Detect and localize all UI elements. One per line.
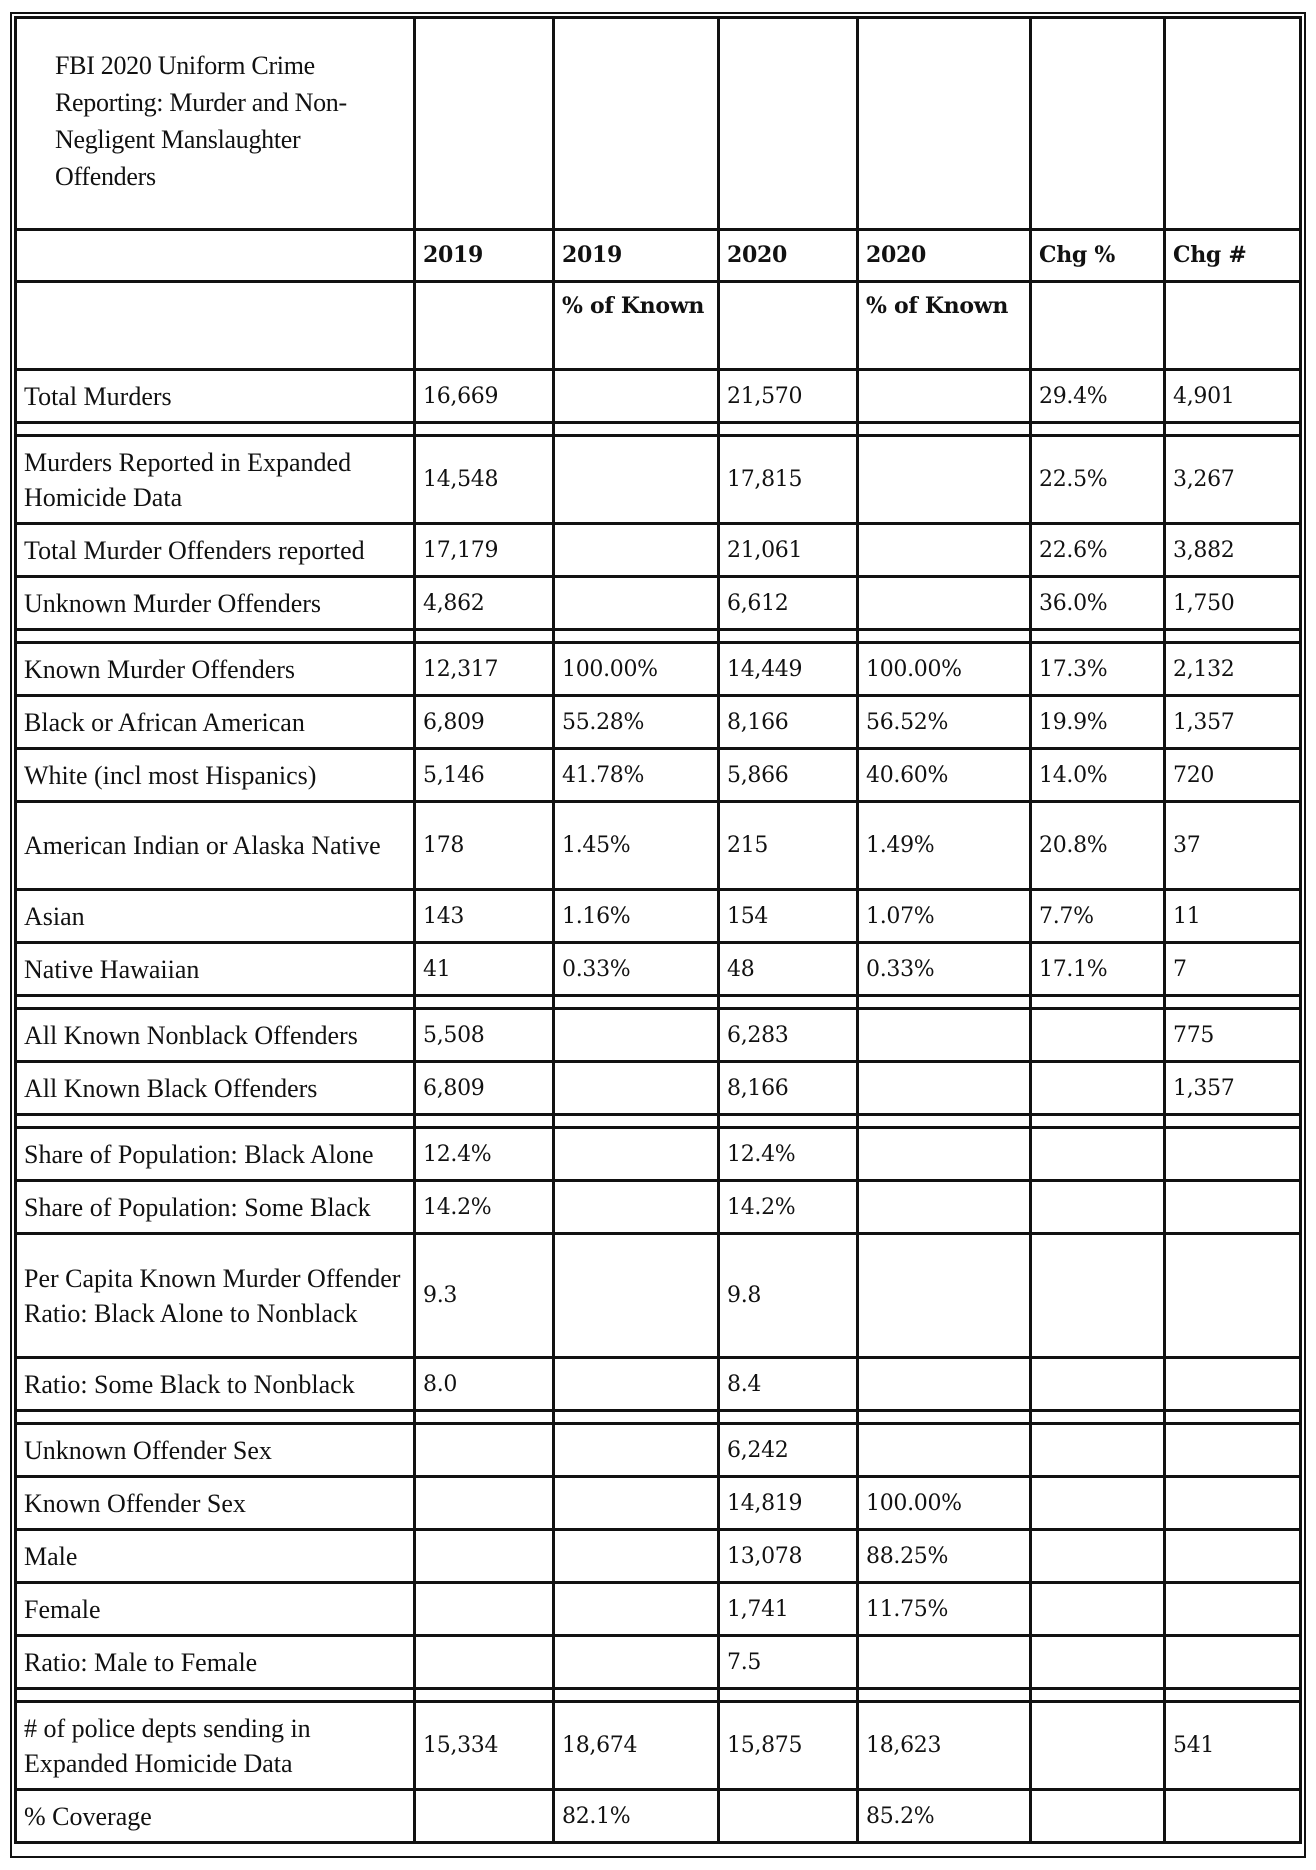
title-row (14, 16, 1302, 231)
title-spacer-cell (1032, 16, 1166, 231)
data-cell: 3,267 (1166, 437, 1302, 525)
data-cell (416, 1531, 555, 1584)
data-cell: 11.75% (859, 1584, 1032, 1637)
data-cell: 100.00% (859, 644, 1032, 697)
data-cell (555, 578, 720, 631)
data-cell (859, 1637, 1032, 1690)
data-cell: 17.3% (1032, 644, 1166, 697)
data-cell (1166, 1182, 1302, 1235)
data-cell (859, 1235, 1032, 1359)
data-cell: 88.25% (859, 1531, 1032, 1584)
divider-cell (555, 1412, 720, 1425)
data-cell: 1.07% (859, 891, 1032, 944)
table-row (14, 803, 1302, 891)
divider-cell (555, 1116, 720, 1129)
section-divider (14, 1116, 1302, 1129)
divider-cell (1166, 1690, 1302, 1703)
data-cell: 2,132 (1166, 644, 1302, 697)
data-cell (555, 1637, 720, 1690)
table-row (14, 891, 1302, 944)
data-cell: 5,508 (416, 1010, 555, 1063)
divider-cell (720, 1116, 859, 1129)
data-cell (555, 437, 720, 525)
divider-cell (1166, 1116, 1302, 1129)
row-label: Unknown Offender Sex (14, 1425, 416, 1478)
data-cell (1032, 1637, 1166, 1690)
data-cell: 8,166 (720, 1063, 859, 1116)
data-cell: 6,242 (720, 1425, 859, 1478)
header-cell: Chg # (1166, 231, 1302, 283)
section-divider (14, 424, 1302, 437)
data-cell: 1,357 (1166, 1063, 1302, 1116)
data-cell (859, 437, 1032, 525)
data-cell: 6,809 (416, 1063, 555, 1116)
data-cell: 13,078 (720, 1531, 859, 1584)
data-cell: 6,283 (720, 1010, 859, 1063)
table-row (14, 1129, 1302, 1182)
data-cell (555, 1478, 720, 1531)
data-cell: 48 (720, 944, 859, 997)
data-cell: 41 (416, 944, 555, 997)
data-cell: 9.3 (416, 1235, 555, 1359)
data-cell: 9.8 (720, 1235, 859, 1359)
data-cell: 17,179 (416, 525, 555, 578)
row-label: All Known Black Offenders (14, 1063, 416, 1116)
data-cell: 0.33% (859, 944, 1032, 997)
data-cell: 14.0% (1032, 750, 1166, 803)
header-row (14, 231, 1302, 283)
header-cell: 2020 (859, 231, 1032, 283)
divider-cell (416, 1690, 555, 1703)
section-divider (14, 997, 1302, 1010)
data-cell (416, 1425, 555, 1478)
row-label: Share of Population: Some Black (14, 1182, 416, 1235)
data-cell: 154 (720, 891, 859, 944)
data-cell (555, 1425, 720, 1478)
divider-cell (720, 1690, 859, 1703)
table-row (14, 1063, 1302, 1116)
data-cell: 20.8% (1032, 803, 1166, 891)
data-cell (1032, 1182, 1166, 1235)
table-row (14, 1235, 1302, 1359)
section-divider (14, 1412, 1302, 1425)
data-cell (1032, 1478, 1166, 1531)
divider-cell (859, 1116, 1032, 1129)
subheader-row (14, 283, 1302, 371)
data-cell: 215 (720, 803, 859, 891)
table-row (14, 1531, 1302, 1584)
subheader-cell (1166, 283, 1302, 371)
divider-cell (14, 424, 416, 437)
data-cell: 8,166 (720, 697, 859, 750)
divider-cell (555, 631, 720, 644)
row-label: Per Capita Known Murder Offender Ratio: Black Alone to Nonblack (14, 1235, 416, 1359)
data-cell: 1,750 (1166, 578, 1302, 631)
table-row (14, 525, 1302, 578)
data-cell: 541 (1166, 1703, 1302, 1791)
divider-cell (859, 424, 1032, 437)
table-row (14, 944, 1302, 997)
row-label: White (incl most Hispanics) (14, 750, 416, 803)
divider-cell (859, 1690, 1032, 1703)
divider-cell (14, 997, 416, 1010)
table-row (14, 1637, 1302, 1690)
data-cell: 15,334 (416, 1703, 555, 1791)
subheader-cell (1032, 283, 1166, 371)
header-cell (14, 231, 416, 283)
data-cell (1032, 1703, 1166, 1791)
data-cell (555, 1129, 720, 1182)
data-cell (859, 371, 1032, 424)
data-cell (1166, 1478, 1302, 1531)
divider-cell (14, 1690, 416, 1703)
data-cell: 8.0 (416, 1359, 555, 1412)
data-cell: 29.4% (1032, 371, 1166, 424)
data-cell: 1,741 (720, 1584, 859, 1637)
divider-cell (416, 424, 555, 437)
header-cell: 2019 (555, 231, 720, 283)
divider-cell (1032, 1116, 1166, 1129)
data-cell (1032, 1129, 1166, 1182)
row-label: Ratio: Male to Female (14, 1637, 416, 1690)
row-label: # of police depts sending in Expanded Homicide Data (14, 1703, 416, 1791)
table-row (14, 697, 1302, 750)
data-cell (555, 1063, 720, 1116)
divider-cell (859, 997, 1032, 1010)
subheader-cell: % of Known (555, 283, 720, 371)
data-cell: 41.78% (555, 750, 720, 803)
divider-cell (720, 424, 859, 437)
table-frame (10, 12, 1306, 1858)
divider-cell (1032, 1690, 1166, 1703)
data-cell (859, 1129, 1032, 1182)
data-cell: 720 (1166, 750, 1302, 803)
data-cell: 6,612 (720, 578, 859, 631)
data-cell: 17.1% (1032, 944, 1166, 997)
title-spacer-cell (720, 16, 859, 231)
data-cell (859, 1063, 1032, 1116)
divider-cell (1166, 631, 1302, 644)
table-title: FBI 2020 Uniform Crime Reporting: Murder and Non-Negligent Manslaughter Offenders (14, 16, 416, 231)
data-cell (720, 1791, 859, 1844)
divider-cell (859, 631, 1032, 644)
data-cell: 4,901 (1166, 371, 1302, 424)
data-cell: 21,570 (720, 371, 859, 424)
data-cell: 775 (1166, 1010, 1302, 1063)
table-row (14, 1425, 1302, 1478)
table-row (14, 371, 1302, 424)
data-cell: 21,061 (720, 525, 859, 578)
data-cell (859, 1425, 1032, 1478)
data-cell: 17,815 (720, 437, 859, 525)
data-cell: 14.2% (416, 1182, 555, 1235)
data-cell: 1.45% (555, 803, 720, 891)
data-cell (555, 1182, 720, 1235)
data-cell: 11 (1166, 891, 1302, 944)
data-cell: 15,875 (720, 1703, 859, 1791)
divider-cell (14, 631, 416, 644)
divider-cell (1032, 631, 1166, 644)
row-label: Ratio: Some Black to Nonblack (14, 1359, 416, 1412)
data-cell (1166, 1584, 1302, 1637)
row-label: Asian (14, 891, 416, 944)
title-spacer-cell (859, 16, 1032, 231)
data-cell (555, 1235, 720, 1359)
data-cell: 16,669 (416, 371, 555, 424)
table-row (14, 644, 1302, 697)
divider-cell (14, 1116, 416, 1129)
data-cell: 100.00% (555, 644, 720, 697)
row-label: Share of Population: Black Alone (14, 1129, 416, 1182)
table-row (14, 1791, 1302, 1844)
divider-cell (416, 997, 555, 1010)
data-cell (416, 1791, 555, 1844)
divider-cell (14, 1412, 416, 1425)
data-cell (416, 1584, 555, 1637)
table-row (14, 1478, 1302, 1531)
data-cell: 55.28% (555, 697, 720, 750)
table-row (14, 437, 1302, 525)
header-cell: 2020 (720, 231, 859, 283)
title-spacer-cell (555, 16, 720, 231)
divider-cell (720, 1412, 859, 1425)
data-cell: 1.16% (555, 891, 720, 944)
row-label: Female (14, 1584, 416, 1637)
data-cell: 19.9% (1032, 697, 1166, 750)
divider-cell (1032, 997, 1166, 1010)
table-row (14, 1182, 1302, 1235)
data-cell (859, 578, 1032, 631)
header-cell: Chg % (1032, 231, 1166, 283)
data-cell (1032, 1425, 1166, 1478)
row-label: Known Murder Offenders (14, 644, 416, 697)
row-label: Male (14, 1531, 416, 1584)
data-cell (1032, 1584, 1166, 1637)
data-cell (1166, 1531, 1302, 1584)
data-cell: 7.5 (720, 1637, 859, 1690)
divider-cell (416, 1116, 555, 1129)
data-cell: 14.2% (720, 1182, 859, 1235)
data-cell (859, 1359, 1032, 1412)
row-label: Unknown Murder Offenders (14, 578, 416, 631)
data-cell: 36.0% (1032, 578, 1166, 631)
divider-cell (1166, 997, 1302, 1010)
data-cell: 14,548 (416, 437, 555, 525)
row-label: % Coverage (14, 1791, 416, 1844)
data-cell: 37 (1166, 803, 1302, 891)
divider-cell (555, 1690, 720, 1703)
table-row (14, 750, 1302, 803)
data-cell: 3,882 (1166, 525, 1302, 578)
data-cell (859, 1182, 1032, 1235)
header-cell: 2019 (416, 231, 555, 283)
row-label: Black or African American (14, 697, 416, 750)
divider-cell (720, 631, 859, 644)
divider-cell (1032, 424, 1166, 437)
data-cell: 7 (1166, 944, 1302, 997)
data-cell (555, 525, 720, 578)
divider-cell (416, 631, 555, 644)
divider-cell (1166, 424, 1302, 437)
row-label: Murders Reported in Expanded Homicide Data (14, 437, 416, 525)
data-cell (1032, 1010, 1166, 1063)
data-cell: 8.4 (720, 1359, 859, 1412)
row-label: Total Murders (14, 371, 416, 424)
data-cell (1032, 1235, 1166, 1359)
data-cell (1166, 1235, 1302, 1359)
data-cell (1166, 1791, 1302, 1844)
subheader-cell: % of Known (859, 283, 1032, 371)
table-row (14, 1584, 1302, 1637)
row-label: All Known Nonblack Offenders (14, 1010, 416, 1063)
crime-data-table (14, 16, 1302, 1844)
row-label: Known Offender Sex (14, 1478, 416, 1531)
title-spacer-cell (416, 16, 555, 231)
row-label: Native Hawaiian (14, 944, 416, 997)
data-cell (416, 1478, 555, 1531)
data-cell (1166, 1129, 1302, 1182)
data-cell (555, 1584, 720, 1637)
divider-cell (555, 997, 720, 1010)
data-cell: 18,623 (859, 1703, 1032, 1791)
data-cell: 82.1% (555, 1791, 720, 1844)
data-cell (416, 1637, 555, 1690)
data-cell: 5,146 (416, 750, 555, 803)
data-cell (555, 1010, 720, 1063)
data-cell (859, 1010, 1032, 1063)
row-label: Total Murder Offenders reported (14, 525, 416, 578)
data-cell (1032, 1359, 1166, 1412)
divider-cell (720, 997, 859, 1010)
section-divider (14, 1690, 1302, 1703)
data-cell: 12.4% (416, 1129, 555, 1182)
data-cell: 6,809 (416, 697, 555, 750)
data-cell (555, 1359, 720, 1412)
data-cell: 18,674 (555, 1703, 720, 1791)
row-label: American Indian or Alaska Native (14, 803, 416, 891)
data-cell: 12.4% (720, 1129, 859, 1182)
data-cell: 143 (416, 891, 555, 944)
data-cell (1166, 1359, 1302, 1412)
data-cell: 0.33% (555, 944, 720, 997)
data-cell: 1,357 (1166, 697, 1302, 750)
divider-cell (416, 1412, 555, 1425)
data-cell: 56.52% (859, 697, 1032, 750)
divider-cell (859, 1412, 1032, 1425)
data-cell: 14,449 (720, 644, 859, 697)
data-cell: 12,317 (416, 644, 555, 697)
data-cell (1166, 1637, 1302, 1690)
data-cell: 22.5% (1032, 437, 1166, 525)
data-cell: 5,866 (720, 750, 859, 803)
subheader-cell (720, 283, 859, 371)
data-cell: 40.60% (859, 750, 1032, 803)
data-cell: 100.00% (859, 1478, 1032, 1531)
table-row (14, 578, 1302, 631)
data-cell (1032, 1063, 1166, 1116)
table-row (14, 1359, 1302, 1412)
subheader-cell (14, 283, 416, 371)
data-cell (555, 1531, 720, 1584)
data-cell (1032, 1531, 1166, 1584)
data-cell (859, 525, 1032, 578)
data-cell: 4,862 (416, 578, 555, 631)
data-cell: 1.49% (859, 803, 1032, 891)
section-divider (14, 631, 1302, 644)
data-cell (1166, 1425, 1302, 1478)
table-row (14, 1703, 1302, 1791)
data-cell: 178 (416, 803, 555, 891)
data-cell: 22.6% (1032, 525, 1166, 578)
data-cell: 14,819 (720, 1478, 859, 1531)
divider-cell (1166, 1412, 1302, 1425)
divider-cell (555, 424, 720, 437)
data-cell: 7.7% (1032, 891, 1166, 944)
data-cell: 85.2% (859, 1791, 1032, 1844)
table-row (14, 1010, 1302, 1063)
data-cell (1032, 1791, 1166, 1844)
title-spacer-cell (1166, 16, 1302, 231)
subheader-cell (416, 283, 555, 371)
data-cell (555, 371, 720, 424)
divider-cell (1032, 1412, 1166, 1425)
